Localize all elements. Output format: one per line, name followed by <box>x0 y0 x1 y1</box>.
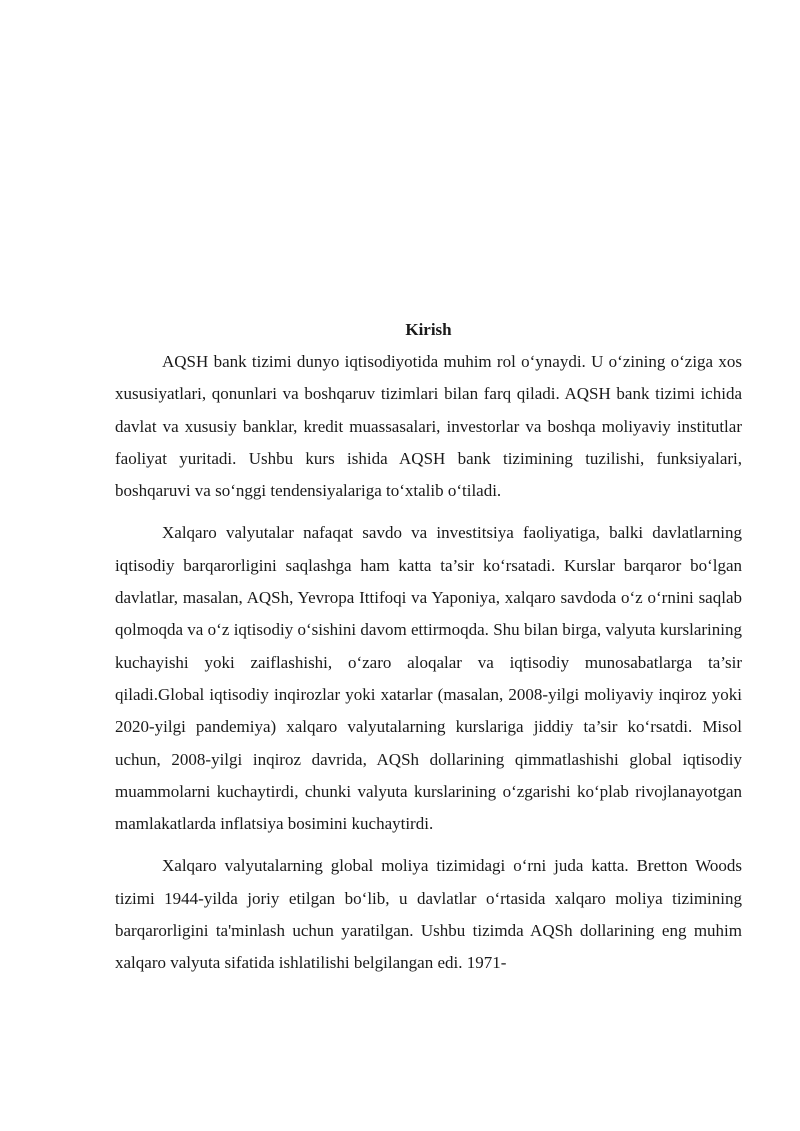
paragraph-1: AQSH bank tizimi dunyo iqtisodiyotida muhim rol o‘ynaydi. U o‘zining o‘ziga xos xususiyatlari, qonunlari va boshqaruv tizimlari bilan farq qiladi. AQSH bank tizimi ichida davlat va xususiy banklar, kredit muassasalari, investorlar va boshqa moliyaviy institutlar faoliyat yuritadi. Ushbu kurs ishida AQSH bank tizimining tuzilishi, funksiyalari, boshqaruvi va so‘nggi tendensiyalariga to‘xtalib o‘tiladi. <box>115 352 742 501</box>
section-title: Kirish <box>405 320 452 339</box>
paragraph-2: Xalqaro valyutalar nafaqat savdo va investitsiya faoliyatiga, balki davlatlarning iqtisodiy barqarorligini saqlashga ham katta ta’sir ko‘rsatadi. Kurslar barqaror bo‘lgan davlatlar, masalan, AQSh, Yevropa Ittifoqi va Yaponiya, xalqaro savdoda o‘z o‘rnini saqlab qolmoqda va o‘z iqtisodiy o‘sishini davom ettirmoqda. Shu bilan birga, valyuta kurslarining kuchayishi yoki zaiflashishi, o‘zaro aloqalar va iqtisodiy munosabatlarga ta’sir qiladi.Global iqtisodiy inqirozlar yoki xatarlar (masalan, 2008-yilgi moliyaviy inqiroz yoki 2020-yilgi pandemiya) xalqaro valyutalarning kurslariga jiddiy ta’sir ko‘rsatdi. Misol uchun, 2008-yilgi inqiroz davrida, AQSh dollarining qimmatlashishi global iqtisodiy muammolarni kuchaytirdi, chunki valyuta kurslarining o‘zgarishi ko‘plab rivojlanayotgan mamlakatlarda inflatsiya bosimini kuchaytirdi. <box>115 523 742 834</box>
document-page <box>115 316 742 980</box>
paragraph-3: Xalqaro valyutalarning global moliya tizimidagi o‘rni juda katta. Bretton Woods tizimi 1944-yilda joriy etilgan bo‘lib, u davlatlar o‘rtasida xalqaro moliya tizimining barqarorligini ta'minlash uchun yaratilgan. Ushbu tizimda AQSh dollarining eng muhim xalqaro valyuta sifatida ishlatilishi belgilangan edi. 1971- <box>115 856 742 973</box>
